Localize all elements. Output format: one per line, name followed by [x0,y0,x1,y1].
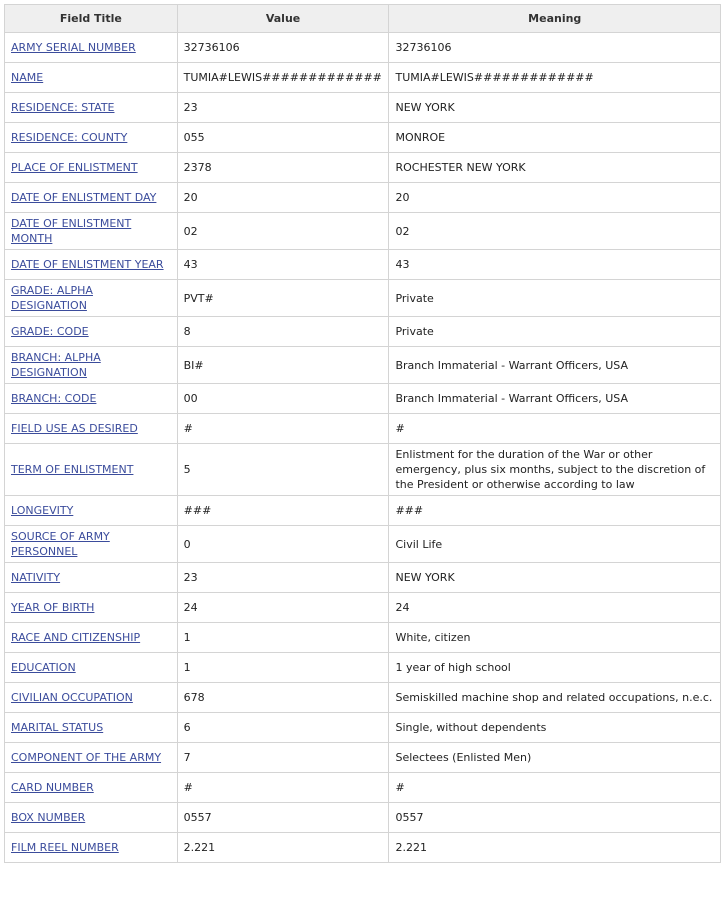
field-title-link[interactable]: RESIDENCE: STATE [11,101,115,114]
meaning-cell: 32736106 [389,33,721,63]
field-title-cell [5,833,178,863]
field-title-link[interactable]: COMPONENT OF THE ARMY [11,751,162,764]
table-body [5,33,721,863]
meaning-cell: NEW YORK [389,93,721,123]
field-title-link[interactable]: MARITAL STATUS [11,721,104,734]
field-title-cell [5,33,178,63]
value-cell: 23 [177,93,389,123]
field-title-cell [5,683,178,713]
table-row [5,123,721,153]
meaning-cell: # [389,773,721,803]
field-title-cell [5,153,178,183]
header-row [5,5,721,33]
value-cell: 23 [177,563,389,593]
field-title-cell [5,384,178,414]
value-cell: 1 [177,623,389,653]
value-cell: # [177,773,389,803]
meaning-cell: ### [389,496,721,526]
value-cell: 2.221 [177,833,389,863]
table-row [5,444,721,496]
field-title-cell [5,623,178,653]
column-header-value: Value [177,5,389,33]
value-cell: 32736106 [177,33,389,63]
meaning-cell: 02 [389,213,721,250]
meaning-cell: Branch Immaterial - Warrant Officers, USA [389,347,721,384]
table-row [5,653,721,683]
table-row [5,384,721,414]
field-title-link[interactable]: ARMY SERIAL NUMBER [11,41,136,54]
field-title-cell [5,713,178,743]
table-row [5,250,721,280]
table-row [5,33,721,63]
value-cell: 8 [177,317,389,347]
field-title-link[interactable]: NAME [11,71,44,84]
field-title-cell [5,743,178,773]
value-cell: 20 [177,183,389,213]
value-cell: 0557 [177,803,389,833]
column-header-meaning: Meaning [389,5,721,33]
meaning-cell: ROCHESTER NEW YORK [389,153,721,183]
field-title-cell [5,93,178,123]
meaning-cell: 24 [389,593,721,623]
meaning-cell: 43 [389,250,721,280]
field-title-link[interactable]: BRANCH: CODE [11,392,97,405]
field-title-cell [5,563,178,593]
value-cell: PVT# [177,280,389,317]
value-cell: 678 [177,683,389,713]
meaning-cell: 1 year of high school [389,653,721,683]
value-cell: TUMIA#LEWIS############# [177,63,389,93]
meaning-cell: Civil Life [389,526,721,563]
table-row [5,280,721,317]
table-row [5,526,721,563]
field-title-cell [5,773,178,803]
field-title-link[interactable]: RESIDENCE: COUNTY [11,131,128,144]
field-title-cell [5,414,178,444]
table-row [5,563,721,593]
table-row [5,63,721,93]
field-title-link[interactable]: LONGEVITY [11,504,74,517]
meaning-cell: 20 [389,183,721,213]
table-row [5,153,721,183]
table-row [5,683,721,713]
table-row [5,347,721,384]
value-cell: BI# [177,347,389,384]
value-cell: # [177,414,389,444]
table-row [5,593,721,623]
field-title-cell [5,526,178,563]
table-row [5,93,721,123]
field-title-link[interactable]: DATE OF ENLISTMENT YEAR [11,258,164,271]
field-title-link[interactable]: GRADE: ALPHA DESIGNATION [11,284,93,312]
field-title-cell [5,280,178,317]
meaning-cell: # [389,414,721,444]
field-title-cell [5,496,178,526]
field-title-link[interactable]: PLACE OF ENLISTMENT [11,161,138,174]
table-row [5,713,721,743]
field-title-link[interactable]: CARD NUMBER [11,781,94,794]
field-title-link[interactable]: DATE OF ENLISTMENT MONTH [11,217,132,245]
table-row [5,773,721,803]
value-cell: 43 [177,250,389,280]
value-cell: 2378 [177,153,389,183]
column-header-field-title: Field Title [5,5,178,33]
field-title-cell [5,803,178,833]
table-row [5,317,721,347]
value-cell: 1 [177,653,389,683]
field-title-cell [5,653,178,683]
field-title-cell [5,63,178,93]
meaning-cell: 2.221 [389,833,721,863]
meaning-cell: Enlistment for the duration of the War or other emergency, plus six months, subject to the discretion of the President or otherwise according to law [389,444,721,496]
field-title-link[interactable]: BRANCH: ALPHA DESIGNATION [11,351,101,379]
meaning-cell: Private [389,317,721,347]
field-title-link[interactable]: RACE AND CITIZENSHIP [11,631,141,644]
value-cell: 7 [177,743,389,773]
field-title-cell [5,317,178,347]
table-row [5,803,721,833]
field-title-link[interactable]: DATE OF ENLISTMENT DAY [11,191,157,204]
value-cell: 5 [177,444,389,496]
field-title-cell [5,444,178,496]
meaning-cell: White, citizen [389,623,721,653]
field-title-link[interactable]: BOX NUMBER [11,811,86,824]
meaning-cell: Semiskilled machine shop and related occupations, n.e.c. [389,683,721,713]
value-cell: 0 [177,526,389,563]
field-title-link[interactable]: TERM OF ENLISTMENT [11,463,134,476]
field-title-link[interactable]: NATIVITY [11,571,61,584]
field-title-link[interactable]: EDUCATION [11,661,76,674]
meaning-cell: TUMIA#LEWIS############# [389,63,721,93]
meaning-cell: Private [389,280,721,317]
field-title-cell [5,593,178,623]
field-title-link[interactable]: CIVILIAN OCCUPATION [11,691,133,704]
value-cell: 6 [177,713,389,743]
table-row [5,833,721,863]
field-title-link[interactable]: GRADE: CODE [11,325,89,338]
meaning-cell: Single, without dependents [389,713,721,743]
value-cell: 00 [177,384,389,414]
field-title-cell [5,123,178,153]
table-row [5,183,721,213]
value-cell: 24 [177,593,389,623]
field-title-link[interactable]: FIELD USE AS DESIRED [11,422,138,435]
field-title-cell [5,347,178,384]
field-title-link[interactable]: FILM REEL NUMBER [11,841,119,854]
enlistment-records-table [4,4,721,863]
table-row [5,743,721,773]
table-row [5,623,721,653]
table-header [5,5,721,33]
field-title-cell [5,183,178,213]
value-cell: 02 [177,213,389,250]
field-title-link[interactable]: SOURCE OF ARMY PERSONNEL [11,530,110,558]
meaning-cell: Branch Immaterial - Warrant Officers, USA [389,384,721,414]
meaning-cell: MONROE [389,123,721,153]
table-row [5,213,721,250]
table-row [5,414,721,444]
table-row [5,496,721,526]
meaning-cell: Selectees (Enlisted Men) [389,743,721,773]
meaning-cell: 0557 [389,803,721,833]
value-cell: ### [177,496,389,526]
field-title-link[interactable]: YEAR OF BIRTH [11,601,95,614]
value-cell: 055 [177,123,389,153]
field-title-cell [5,213,178,250]
meaning-cell: NEW YORK [389,563,721,593]
field-title-cell [5,250,178,280]
